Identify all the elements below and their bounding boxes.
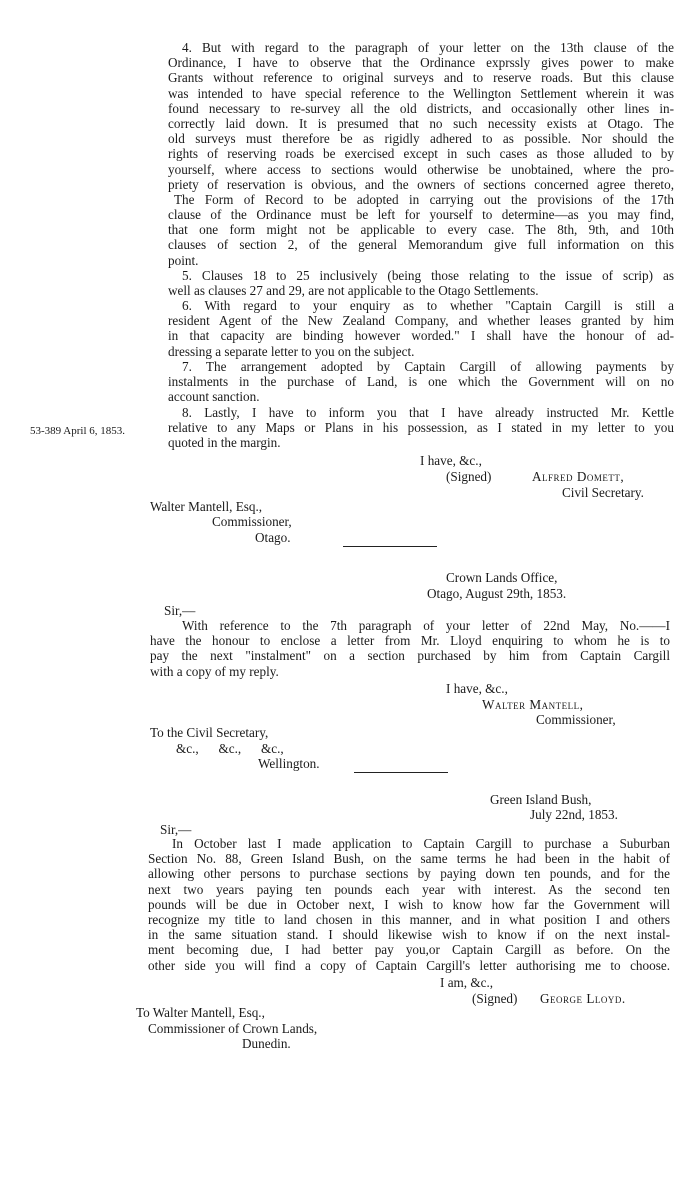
text-line: was intended to have special reference to the Wellington Settlement wherein it was: [168, 85, 674, 101]
signed-note: (Signed): [472, 991, 518, 1006]
text-line: pounds will be due in October next, I wish to know how far the Government will: [148, 896, 670, 912]
text-line: 8. Lastly, I have to inform you that I have already instructed Mr. Kettle: [182, 405, 674, 420]
letter-place: Green Island Bush,: [490, 792, 592, 807]
text-line: quoted in the margin.: [168, 435, 281, 451]
text-line: clause of the Ordinance must be left for yourself to determine—as you may find,: [168, 207, 674, 223]
paragraph-7: [168, 359, 674, 405]
text-line: Section No. 88, Green Island Bush, on the same terms he had been in the habit of: [148, 851, 670, 867]
text-line: 7. The arrangement adopted by Captain Cargill of allowing payments by: [182, 359, 674, 374]
separator-rule: [354, 772, 448, 773]
text-line: instalments in the purchase of Land, is one which the Government will on no: [168, 374, 674, 390]
text-line: 5. Clauses 18 to 25 inclusively (being those relating to the issue of scrip) as: [182, 268, 674, 283]
text-line: pay the next "instalment" on a section purchased by him from Captain Cargill: [150, 648, 670, 664]
text-line: recognize my title to land chosen in this manner, and in what position I and others: [148, 911, 670, 927]
addressee-line: Commissioner of Crown Lands,: [148, 1021, 318, 1036]
closing: I have, &c.,: [420, 453, 482, 468]
text-line: relative to any Maps or Plans in his possession, as I stated in my letter to you: [168, 420, 674, 436]
text-line: clauses of section 2, of the general Memorandum give full information on this: [168, 237, 674, 253]
letter-date: July 22nd, 1853.: [530, 807, 618, 822]
signatory-name: George Lloyd.: [540, 991, 626, 1006]
paragraph-4: [168, 40, 674, 268]
paragraph-5: [168, 268, 674, 298]
text-line: next two years paying ten pounds each year with interest. As the second ten: [148, 881, 670, 897]
addressee-line: Wellington.: [258, 756, 320, 771]
addressee-line: Dunedin.: [242, 1036, 291, 1051]
signatory-title: Commissioner,: [536, 712, 616, 727]
salutation: Sir,—: [164, 603, 196, 618]
text-line: 4. But with regard to the paragraph of your letter on the 13th clause of the: [182, 40, 674, 55]
text-line: With reference to the 7th paragraph of your letter of 22nd May, No.——I: [182, 618, 670, 633]
signatory-title: Civil Secretary.: [562, 485, 644, 500]
text-line: account sanction.: [168, 389, 260, 405]
addressee-line: Otago.: [255, 530, 291, 545]
letter-date: Otago, August 29th, 1853.: [427, 586, 567, 601]
margin-reference-note: 53-389 April 6, 1853.: [30, 425, 126, 437]
signatory-name: Walter Mantell,: [482, 697, 584, 712]
addressee-line: Walter Mantell, Esq.,: [150, 499, 263, 514]
text-line: well as clauses 27 and 29, are not applicable to the Otago Settlements.: [168, 283, 539, 299]
text-line: Grants without reference to original surveys and to reserve roads. But this clause: [168, 70, 674, 86]
text-line: in the same situation stand. I should likewise wish to know if on the next instal-: [148, 927, 670, 943]
salutation: Sir,—: [160, 822, 192, 837]
text-line: Ordinance, I have to observe that the Ordinance exprssly gives power to make: [168, 55, 674, 71]
text-line: in that capacity are binding however worded." I shall have the honour of ad-: [168, 328, 674, 344]
text-line: The Form of Record to be adopted in carrying out the provisions of the 17th: [174, 191, 674, 207]
paragraph-8: [168, 405, 674, 451]
letter-place: Crown Lands Office,: [446, 570, 558, 585]
letter2-body: [150, 618, 670, 679]
closing: I am, &c.,: [440, 975, 494, 990]
paragraph-6: [168, 298, 674, 359]
text-line: point.: [168, 252, 199, 268]
closing: I have, &c.,: [446, 681, 508, 696]
text-line: 6. With regard to your enquiry as to whether "Captain Cargill is still a: [182, 298, 674, 313]
text-line: In October last I made application to Captain Cargill to purchase a Suburban: [172, 836, 670, 851]
addressee-line: To the Civil Secretary,: [150, 725, 269, 740]
text-line: allowing other persons to purchase sections by paying down ten pounds, and for the: [148, 866, 670, 882]
text-line: rights of reserving roads be exercised except in such cases as those alluded to by: [168, 146, 674, 162]
text-line: priety of reservation is obvious, and the owners of sections concerned agree thereto,: [168, 176, 674, 192]
text-line: found necessary to re-survey all the old districts, and occasionally other lines in-: [168, 100, 674, 116]
text-line: have the honour to enclose a letter from Mr. Lloyd enquiring to whom he is to: [150, 633, 670, 649]
text-line: correctly laid down. It is presumed that no such necessity exists at Otago. The: [168, 115, 674, 131]
letter3-body: [148, 836, 670, 973]
text-line: resident Agent of the New Zealand Company, and whether leases granted by him: [168, 313, 674, 329]
text-line: yourself, where access to sections would otherwise be unobtained, where the pro-: [168, 161, 674, 177]
text-line: old surveys must therefore be as rigidly adhered to as possible. Nor should the: [168, 131, 674, 147]
text-line: that one form might not be applicable to every case. The 8th, 9th, and 10th: [168, 222, 674, 238]
text-line: dressing a separate letter to you on the subject.: [168, 343, 415, 359]
signed-note: (Signed): [446, 469, 492, 484]
text-line: other side you will find a copy of Captain Cargill's letter authorising me to choose.: [148, 957, 670, 973]
addressee-line: Commissioner,: [212, 514, 292, 529]
signatory-name: Alfred Domett,: [532, 469, 625, 484]
text-line: ment becoming due, I had better pay you,or Captain Cargill as before. On the: [148, 942, 670, 958]
addressee-line: &c., &c., &c.,: [176, 741, 284, 756]
separator-rule: [343, 546, 437, 547]
text-line: with a copy of my reply.: [150, 663, 279, 679]
addressee-line: To Walter Mantell, Esq.,: [136, 1005, 265, 1020]
